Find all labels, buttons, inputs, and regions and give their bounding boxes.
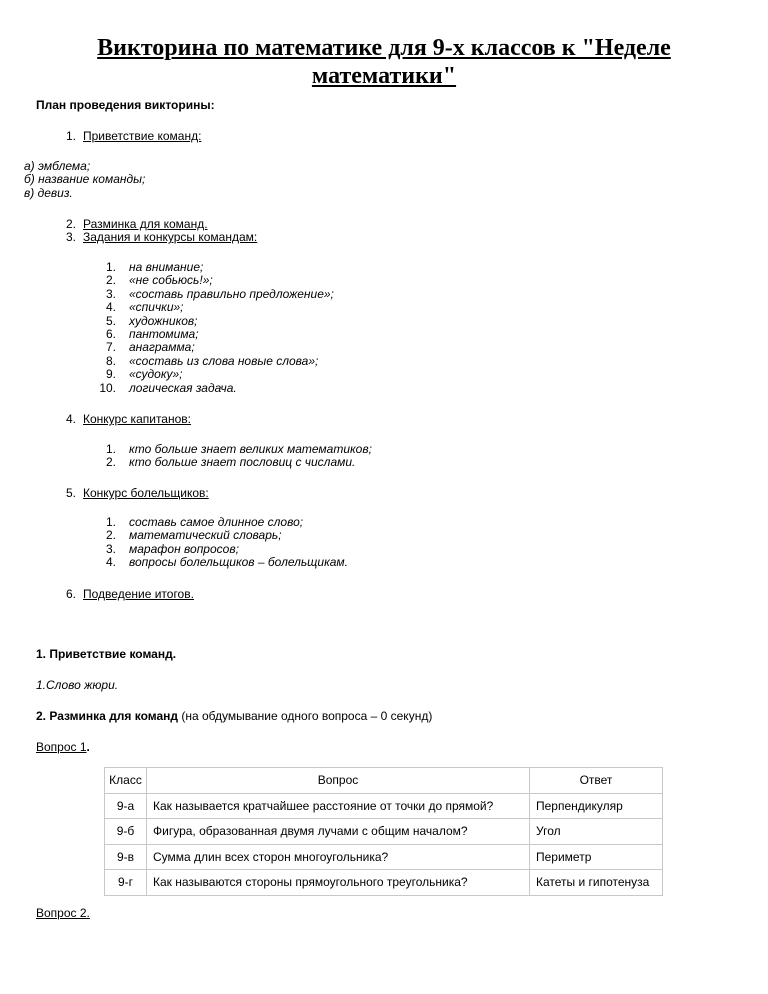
question-1-text: Вопрос 1: [36, 740, 87, 754]
plan-item-5-number: 5.: [65, 486, 76, 500]
list-item-number: 10.: [99, 380, 116, 395]
table-row: [105, 844, 663, 870]
list-item: [90, 368, 410, 381]
list-item-number: 1.: [105, 260, 116, 274]
list-item-text: «спички»;: [129, 300, 184, 315]
list-item-number: 2.: [105, 273, 116, 288]
list-item-number: 1.: [105, 515, 116, 529]
list-item-text: кто больше знает пословиц с числами.: [129, 455, 356, 470]
list-item-number: 6.: [105, 326, 116, 341]
tasks-list: [90, 261, 410, 395]
cell-question: Как называется кратчайшее расстояние от точки до прямой?: [147, 793, 530, 819]
list-item: [90, 315, 410, 328]
plan-item-3-label: Задания и конкурсы командам:: [83, 230, 258, 245]
cell-answer: Периметр: [530, 844, 663, 870]
cell-answer: Перпендикуляр: [530, 793, 663, 819]
greeting-subitem: б) название команды;: [24, 172, 146, 187]
plan-item-6-label: Подведение итогов.: [83, 587, 194, 601]
list-item: [90, 355, 410, 368]
list-item: [90, 301, 410, 314]
plan-item-4-label: Конкурс капитанов:: [83, 412, 191, 426]
list-item: [90, 288, 410, 301]
list-item-text: кто больше знает великих математиков;: [129, 442, 372, 456]
cell-class: 9-а: [105, 793, 147, 819]
list-item-text: «судоку»;: [129, 367, 183, 382]
list-item-text: вопросы болельщиков – болельщикам.: [129, 555, 348, 570]
list-item-text: «составь правильно предложение»;: [129, 286, 334, 301]
table-row: [105, 870, 663, 896]
column-header-class: Класс: [105, 768, 147, 794]
list-item: [90, 456, 430, 469]
greeting-subitem: а) эмблема;: [24, 159, 91, 173]
cell-answer: Катеты и гипотенуза: [530, 870, 663, 896]
question-2-label: Вопрос 2.: [36, 906, 90, 920]
list-item: [90, 261, 410, 274]
question-1-dot: .: [86, 740, 90, 754]
list-item-text: «не собьюсь!»;: [129, 273, 213, 288]
greeting-subitem: в) девиз.: [24, 185, 73, 200]
list-item-number: 9.: [105, 367, 116, 382]
section-2-line: [36, 710, 432, 723]
list-item-number: 5.: [105, 313, 116, 328]
table-header-row: [105, 768, 663, 794]
cell-class: 9-г: [105, 870, 147, 896]
quiz-table: [104, 767, 663, 896]
cell-answer: Угол: [530, 819, 663, 845]
column-header-question: Вопрос: [147, 768, 530, 794]
list-item-number: 2.: [105, 455, 116, 470]
list-item-number: 1.: [105, 442, 116, 456]
list-item-text: математический словарь;: [129, 528, 282, 543]
list-item: [90, 443, 430, 456]
page-title: Викторина по математике для 9-х классов к "Неделе математики": [97, 35, 671, 89]
list-item-text: художников;: [129, 313, 198, 328]
cell-question: Как называются стороны прямоугольного треугольника?: [147, 870, 530, 896]
list-item-number: 4.: [105, 555, 116, 570]
section-1-note: 1.Слово жюри.: [36, 678, 119, 692]
list-item: [90, 529, 430, 542]
list-item-number: 3.: [105, 286, 116, 301]
list-item-text: пантомима;: [129, 326, 199, 341]
list-item-text: марафон вопросов;: [129, 541, 239, 556]
list-item-number: 7.: [105, 340, 116, 355]
list-item-text: составь самое длинное слово;: [129, 515, 304, 529]
list-item: [90, 543, 430, 556]
section-2-heading: 2. Разминка для команд: [36, 709, 179, 723]
list-item: [90, 274, 410, 287]
section-2-suffix: (на обдумывание одного вопроса – 0 секунд): [178, 709, 433, 723]
plan-item-6-number: 6.: [65, 587, 76, 601]
fans-list: [90, 516, 430, 570]
cell-class: 9-б: [105, 819, 147, 845]
list-item-text: анаграмма;: [129, 340, 195, 355]
cell-question: Фигура, образованная двумя лучами с общим началом?: [147, 819, 530, 845]
list-item: [90, 556, 430, 569]
question-1-label: [36, 741, 90, 754]
cell-question: Сумма длин всех сторон многоугольника?: [147, 844, 530, 870]
list-item-text: «составь из слова новые слова»;: [129, 353, 319, 368]
list-item-number: 2.: [105, 528, 116, 543]
list-item-text: на внимание;: [129, 260, 204, 274]
list-item-number: 3.: [105, 541, 116, 556]
column-header-answer: Ответ: [530, 768, 663, 794]
list-item: [90, 516, 430, 529]
plan-item-4-number: 4.: [65, 412, 76, 426]
plan-item-5-label: Конкурс болельщиков:: [83, 486, 209, 500]
plan-item-2-label: Разминка для команд.: [83, 217, 208, 231]
plan-item-2-number: 2.: [65, 217, 76, 231]
section-1-heading: 1. Приветствие команд.: [36, 647, 177, 661]
list-item: [90, 341, 410, 354]
plan-heading: План проведения викторины:: [36, 98, 215, 112]
list-item-number: 4.: [105, 300, 116, 315]
captains-list: [90, 443, 430, 470]
cell-class: 9-в: [105, 844, 147, 870]
list-item-text: логическая задача.: [129, 380, 237, 395]
plan-item-1-label: Приветствие команд:: [83, 129, 202, 143]
list-item: [90, 382, 410, 395]
table-row: [105, 819, 663, 845]
plan-item-1-number: 1.: [65, 129, 76, 143]
list-item: [90, 328, 410, 341]
table-row: [105, 793, 663, 819]
list-item-number: 8.: [105, 353, 116, 368]
plan-item-3-number: 3.: [65, 230, 76, 245]
